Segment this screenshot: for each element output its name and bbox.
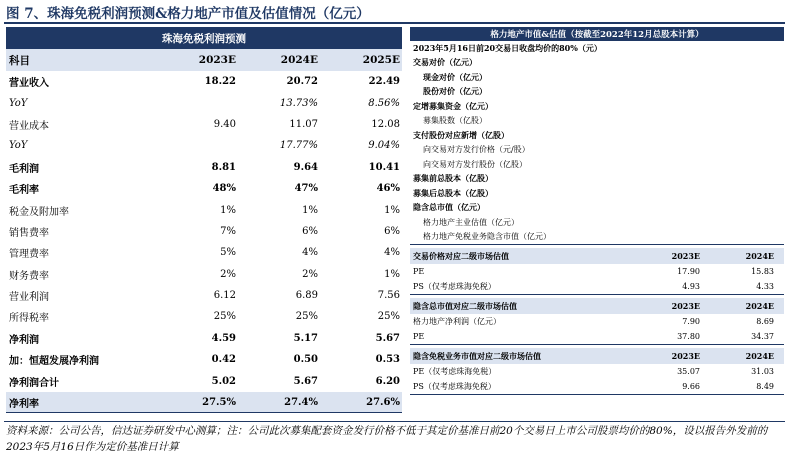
info-row [410, 230, 784, 245]
row-value: 8.81 [211, 161, 236, 173]
row-label: 管理费率 [9, 249, 49, 261]
row-value: 46% [376, 183, 400, 195]
block-year: 2023E [671, 351, 700, 361]
info-label: 交易对价（亿元） [413, 57, 477, 68]
row-value: 0.50 [293, 354, 318, 366]
row-value: 22.49 [368, 76, 400, 88]
block-title: 交易价格对应二级市场估值 [413, 250, 509, 261]
source-note: 资料来源：公司公告，信达证券研发中心测算；注：公司此次募集配套资金发行价格不低于其定价基准日前20个交易日上市公司股票均价的80%，设以报告外发前的2023年5月16日作为定价基准日计算 [6, 425, 768, 453]
info-label: 募集股数（亿股） [423, 116, 487, 126]
header-2023e: 2023E [198, 54, 236, 66]
row-label: 财务费率 [9, 270, 49, 282]
block-year: 2023E [671, 251, 700, 261]
row-value: 2% [220, 268, 236, 280]
table-row [6, 71, 402, 92]
valuation-value: 31.03 [751, 367, 774, 377]
row-label: 营业成本 [9, 120, 49, 132]
block-year: 2024E [745, 301, 774, 311]
valuation-label: 格力地产净利润（亿元） [413, 317, 501, 327]
table-row [6, 306, 402, 327]
info-row [410, 99, 784, 114]
profit-forecast-table [6, 27, 402, 413]
info-row [410, 128, 784, 143]
valuation-value: 8.49 [756, 382, 774, 392]
valuation-label: PE（仅考虑珠海免税） [413, 367, 497, 377]
valuation-value: 35.07 [677, 367, 700, 377]
row-label: 毛利润 [9, 163, 39, 175]
info-label: 隐含总市值（亿元） [413, 202, 485, 213]
row-value: 17.77% [279, 140, 318, 152]
info-row [410, 41, 784, 56]
row-value: 8.56% [368, 97, 400, 109]
row-value: 48% [212, 183, 236, 195]
market-value-rows [410, 41, 784, 245]
valuation-row [410, 314, 784, 330]
row-value: 27.4% [284, 396, 318, 408]
row-value: 7.56 [377, 290, 400, 302]
valuation-label: PE [413, 332, 425, 342]
valuation-label: PE [413, 267, 425, 277]
row-label: 销售费率 [9, 227, 49, 239]
row-value: 5.67 [293, 375, 318, 387]
info-label: 向交易对方发行价格（元/股） [423, 145, 530, 155]
valuation-value: 4.33 [756, 282, 774, 292]
row-value: 1% [384, 204, 400, 216]
info-label: 格力地产免税业务隐含市值（亿元） [423, 232, 551, 242]
row-value: 0.42 [211, 354, 236, 366]
info-label: 现金对价（亿元） [423, 71, 487, 82]
valuation-value: 9.66 [682, 382, 700, 392]
table-row [6, 328, 402, 349]
block-year: 2024E [745, 351, 774, 361]
row-value: 6.12 [213, 290, 236, 302]
row-label: 所得税率 [9, 313, 49, 325]
valuation-row [410, 264, 784, 280]
valuation-row [410, 280, 784, 296]
header-subject: 科目 [9, 54, 30, 67]
row-value: 47% [294, 183, 318, 195]
valuation-label: PS（仅考虑珠海免税） [413, 382, 496, 392]
row-value: 5.67 [375, 332, 400, 344]
table-row [6, 264, 402, 285]
row-value: 25% [295, 311, 318, 323]
row-value: 5.17 [293, 332, 318, 344]
table-row [6, 221, 402, 242]
row-value: 2% [302, 268, 318, 280]
table-row [6, 242, 402, 263]
row-value: 18.22 [204, 76, 236, 88]
valuation-block-header [410, 348, 784, 364]
profit-forecast-rows [6, 71, 402, 413]
row-value: 5.02 [211, 375, 236, 387]
row-label: YoY [9, 140, 28, 152]
info-label: 募集后总股本（亿股） [413, 187, 493, 198]
table-row [6, 370, 402, 391]
valuation-label: PS（仅考虑珠海免税） [413, 282, 496, 292]
info-row [410, 143, 784, 158]
row-value: 9.64 [293, 161, 318, 173]
valuation-value: 7.90 [682, 317, 700, 327]
title-divider [4, 22, 785, 24]
row-value: 6.20 [375, 375, 400, 387]
row-label: 营业利润 [9, 292, 49, 304]
valuation-value: 4.93 [682, 282, 700, 292]
info-label: 股份对价（亿元） [423, 86, 487, 97]
table-row [6, 392, 402, 413]
table-row [6, 114, 402, 135]
figure-title: 图 7、珠海免税利润预测&格力地产市值及估值情况（亿元） [6, 6, 370, 22]
info-row [410, 114, 784, 129]
valuation-value: 8.69 [756, 317, 774, 327]
row-label: 营业收入 [9, 78, 49, 90]
row-label: 税金及附加率 [9, 206, 69, 218]
info-label: 格力地产主业估值（亿元） [423, 217, 519, 227]
row-value: 12.08 [371, 118, 400, 130]
row-value: 0.53 [375, 354, 400, 366]
header-2024e: 2024E [280, 54, 318, 66]
valuation-row [410, 380, 784, 396]
row-value: 25% [377, 311, 400, 323]
valuation-value: 37.80 [677, 332, 700, 342]
row-value: 6.89 [295, 290, 318, 302]
block-year: 2023E [671, 301, 700, 311]
info-row [410, 172, 784, 187]
info-label: 定增募集资金（亿元） [413, 100, 493, 111]
row-value: 1% [384, 268, 400, 280]
row-label: 加：恒超发展净利润 [9, 356, 99, 368]
row-value: 4.59 [211, 332, 236, 344]
table-row [6, 285, 402, 306]
row-value: 27.5% [202, 396, 236, 408]
valuation-blocks [410, 245, 784, 395]
valuation-row [410, 330, 784, 346]
info-row [410, 85, 784, 100]
table-row [6, 199, 402, 220]
row-label: 净利率 [9, 398, 39, 410]
valuation-banner: 格力地产市值&估值（按截至2022年12月总股本计算） [410, 27, 784, 41]
info-row [410, 157, 784, 172]
info-row [410, 201, 784, 216]
valuation-value: 15.83 [751, 267, 774, 277]
block-title: 隐含总市值对应二级市场估值 [413, 300, 517, 311]
row-value: 11.07 [289, 118, 318, 130]
row-value: 10.41 [368, 161, 400, 173]
info-row [410, 186, 784, 201]
row-value: 13.73% [279, 97, 318, 109]
note-divider [4, 421, 785, 422]
row-value: 27.6% [366, 396, 400, 408]
valuation-block-header [410, 298, 784, 314]
valuation-value: 17.90 [677, 267, 700, 277]
row-value: 1% [220, 204, 236, 216]
info-label: 支付股份对应新增（亿股） [413, 129, 509, 140]
table-row [6, 157, 402, 178]
info-row [410, 56, 784, 71]
row-value: 5% [220, 247, 236, 259]
table-row [6, 135, 402, 156]
info-row [410, 70, 784, 85]
row-value: 1% [302, 204, 318, 216]
row-value: 9.40 [213, 118, 236, 130]
row-value: 4% [302, 247, 318, 259]
row-value: 4% [384, 247, 400, 259]
row-label: 净利润 [9, 334, 39, 346]
table-row [6, 178, 402, 199]
row-label: 净利润合计 [9, 377, 59, 389]
profit-forecast-banner: 珠海免税利润预测 [6, 27, 402, 49]
profit-forecast-header [6, 49, 402, 71]
row-value: 7% [220, 225, 236, 237]
row-value: 25% [213, 311, 236, 323]
row-value: 20.72 [286, 76, 318, 88]
table-row [6, 349, 402, 370]
row-label: YoY [9, 97, 28, 109]
header-2025e: 2025E [362, 54, 400, 66]
info-label: 2023年5月16日前20交易日收盘均价的80%（元） [413, 42, 602, 53]
row-value: 6% [384, 225, 400, 237]
info-row [410, 215, 784, 230]
valuation-block-header [410, 248, 784, 264]
row-value: 9.04% [368, 140, 400, 152]
valuation-table [410, 27, 784, 395]
info-label: 向交易对方发行股份（亿股） [423, 159, 527, 169]
block-title: 隐含免税业务市值对应二级市场估值 [413, 350, 541, 361]
block-year: 2024E [745, 251, 774, 261]
row-label: 毛利率 [9, 185, 39, 197]
valuation-row [410, 364, 784, 380]
table-row [6, 92, 402, 113]
info-label: 募集前总股本（亿股） [413, 173, 493, 184]
row-value: 6% [302, 225, 318, 237]
valuation-value: 34.37 [751, 332, 774, 342]
